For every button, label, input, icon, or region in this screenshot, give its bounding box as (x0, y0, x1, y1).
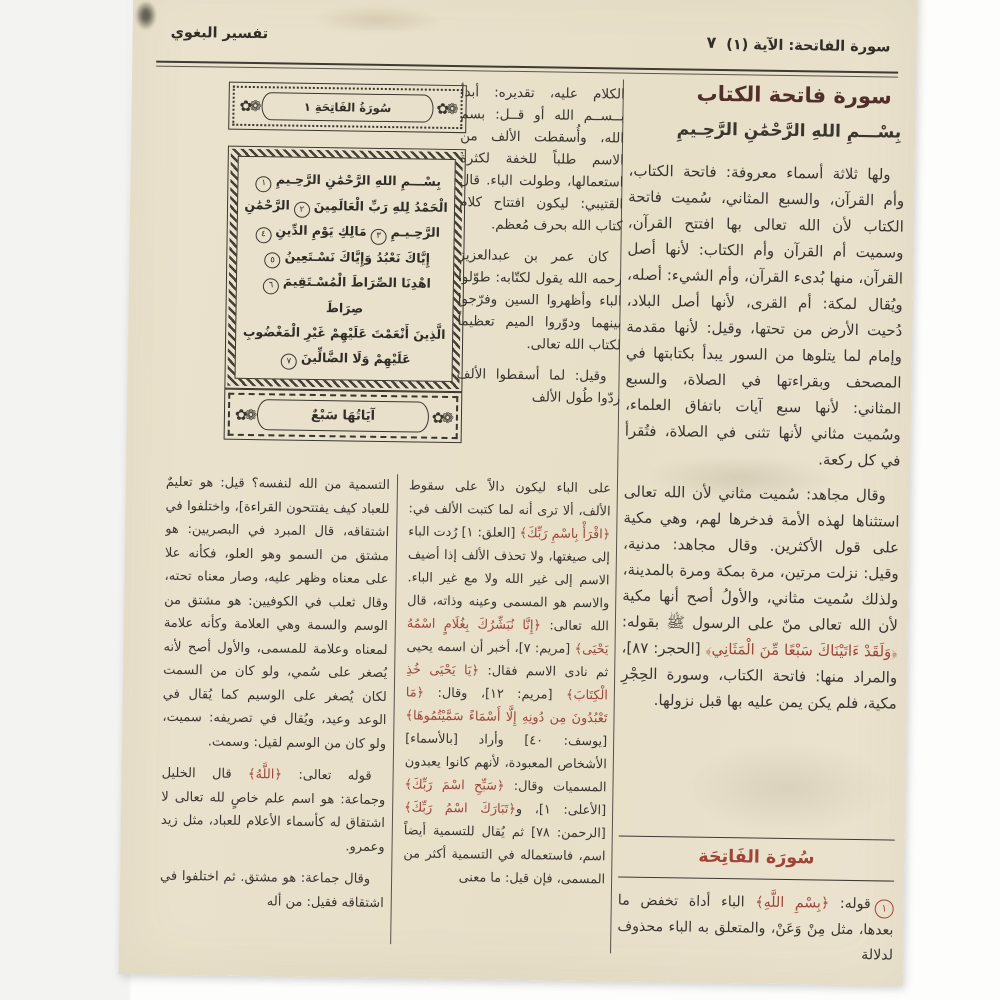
verse-line: الرَّحِـيـمِ٣مَالِكِ يَوْمِ الدِّينِ٤ (243, 217, 449, 246)
paragraph: على الباء ليكون دالاً على سقوط الألف، ألا ترى أنه لما كتبت الألف في: ﴿اقْرَأْ بِاسْمِ رَبِّكَ﴾ [العلق: ١] رُدت الباء إلى صيغتها، ولا تحذف الألف إذا أضيف الاسم إلى غير الله ولا مع غير الباء. والاسم هو المسمى وعينه وذاته، قال الله تعالى: ﴿إِنَّا نُبَشِّرُكَ بِغُلَامٍ اسْمُهُ يَحْيَى﴾ [مريم: ٧]، أخبر أن اسمه يحيى ثم نادى الاسم فقال: ﴿يَا يَحْيَى خُذِ الْكِتَابَ﴾ [مريم: ١٢]، وقال: ﴿مَا تَعْبُدُونَ مِن دُونِهِ إِلَّا أَسْمَاءً سَمَّيْتُمُوهَا﴾ [يوسف: ٤٠] وأراد [بالأسماء] الأشخاص المعبودة، لأنهم كانوا يعبدون المسميات وقال: ﴿سَبِّحِ اسْمَ رَبِّكَ﴾ [الأعلى: ١]، و﴿تَبَارَكَ اسْمُ رَبِّكَ﴾ [الرحمن: ٧٨] ثم يُقال للتسمية أيضاً اسم، فاستعماله في التسمية أكثر من المسمى، فإن قيل: ما معنى (403, 478, 612, 888)
quran-citation: ﴿يَا يَحْيَى خُذِ الْكِتَابَ﴾ (406, 662, 608, 704)
surah-fatiha-heading: سُورَة الفَاتِحَة (698, 846, 815, 869)
column-left (159, 471, 390, 966)
verse-line: اهْدِنَا الصِّرَاطَ الْمُسْـتَقِيمَ٦صِرَاطَ (241, 268, 448, 322)
paragraph: وقال مجاهد: سُميت مثاني لأن الله تعالى استثناها لهذه الأمة فدخرها لهم، وهي مكية على قول الأكثرين. وقال مجاهد: مدنية، وقيل: نزلت مرتين، مرة بمكة ومرة بالمدينة، ولذلك سُميت مثاني، والأولُ أصح أنها مكية لأن الله تعالى منّ على الرسول ﷺ بقوله: ﴿وَلَقَدْ ءَاتَيْنَاكَ سَبْعًا مِّنَ الْمَثَانِي﴾ [الحجر: ٨٧]، والمراد منها: فاتحة الكتاب، وسورة الحِجْرِ مكية، فلم يكن يمن عليه بها قبل نزولها. (621, 482, 900, 713)
header-surah-ref: سورة الفاتحة: الآية (١) (726, 37, 891, 56)
surah-chapter-title: سورة فاتحة الكتاب (696, 81, 892, 109)
column-divider (390, 474, 398, 944)
floral-ornament-icon: ❁✿ (436, 99, 456, 119)
header-book-title: تفسير البغوي (170, 24, 269, 43)
floral-ornament-icon: ❁✿ (234, 405, 255, 424)
paragraph: وقيل: لما أسقطوا الألف ردّوا طُول الألف (456, 366, 621, 407)
quran-citation: ﴿وَلَقَدْ ءَاتَيْنَاكَ سَبْعًا مِّنَ الْمَثَانِي﴾ (705, 639, 898, 661)
paragraph: ولها ثلاثة أسماء معروفة: فاتحة الكتاب، وأم القرآن، والسبع المثاني، سُميت فاتحة الكتاب لأن الله تعالى بها افتتح القرآن، وسميت أم القرآن وأم الكتاب: لأنها أصل القرآن، منها بُدىء القرآن، وأم الشيء: أصله، ويُقال لمكة: أم القرى، لأنها أصل البلاد، دُحيت الأرض من تحتها، وقيل: لأنها مقدمة وإمام لما يتلوها من السور يبدأ بكتابتها في المصحف وبقراءتها في الصلاة، والسبع المثاني: لأنها سبع آيات باتفاق العلماء، وسُميت مثاني لأنها تثنى في الصلاة، فتُقرأ في كل ركعة. (624, 161, 905, 470)
footnote-paragraph: ١قوله: ﴿بِسْمِ اللَّهِ﴾ الباء أداة تخفض ما بعدها، مثل مِنْ وَعَنْ، والمتعلق به الباء محذوف لدلالة (617, 892, 894, 964)
column-middle-bottom (402, 474, 611, 967)
quran-citation: ﴿سَبِّحِ اسْمَ رَبِّكَ﴾ (404, 777, 505, 794)
paragraph: قوله تعالى: ﴿اللَّهُ﴾ قال الخليل وجماعة: هو اسم علم خاصٍ لله تعالى لا اشتقاق له كأسماء الأعلام للعباد، مثل زيد وعمرو. (160, 765, 386, 855)
fatiha-verses (235, 156, 456, 382)
verse-number-badge: ٤ (255, 227, 271, 243)
footnote-number-badge: ١ (875, 899, 894, 918)
floral-ornament-icon: ❁✿ (431, 408, 452, 427)
verse-line: الْحَمْدُ لِلهِ رَبِّ الْعَالَمِينَ٢الرَّحْمَٰنِ (243, 191, 449, 220)
header-rule (156, 61, 898, 78)
quran-citation: ﴿مَا تَعْبُدُونَ مِن دُونِهِ إِلَّا أَسْمَاءً سَمَّيْتُمُوهَا﴾ (405, 685, 608, 727)
quran-citation: ﴿بِسْمِ اللَّهِ﴾ (755, 894, 830, 912)
quran-citation: ﴿إِنَّا نُبَشِّرُكَ بِغُلَامٍ اسْمُهُ يَحْيَى﴾ (406, 616, 609, 658)
paragraph: كان عمر بن عبدالعزيز رحمه الله يقول لكتّابه: طوّلوا الباء وأظهروا السين وفرّجوا بينهما ودوّروا الميم تعظيماً لكتاب الله تعالى. (457, 247, 623, 354)
checkered-border (227, 149, 462, 389)
fatiha-commentary-section (617, 836, 895, 969)
surah-title-frame-band (232, 86, 463, 129)
quran-citation: ﴿اقْرَأْ بِاسْمِ رَبِّكَ﴾ (519, 526, 611, 543)
verse-number-badge: ٣ (371, 228, 387, 244)
paragraph: الكلام عليه، تقديره: أبدأ بــســم الله أو قــل: بسم الله، وأُسقطت الألف من الاسم طلباً للخفة لكثرة استعمالها، وطولت الباء. قال القتيبي: ليكون افتتاح كلام كتاب الله بحرف مُعظم. (459, 84, 625, 235)
verse-line: إِيَّاكَ نَعْبُدُ وَإِيَّاكَ نَسْـتَعِينُ٥ (242, 242, 448, 271)
verse-line: الَّذِينَ أَنْعَمْتَ عَلَيْهِمْ غَيْرِ الْمَغْضُوبِ (242, 323, 446, 342)
surah-title-frame-label: سُورَةُ الفَاتِحَةِ ١ (261, 92, 433, 123)
verses-count-frame (224, 389, 463, 444)
verses-count-label: آيَاتُهَا سَبْعٌ (257, 399, 429, 433)
ink-smudge (135, 0, 157, 30)
page-header (158, 25, 892, 62)
fatiha-frames-block (224, 82, 467, 443)
verses-count-frame-band (228, 393, 459, 439)
verse-number-badge: ٢ (294, 202, 310, 218)
fatiha-calligraphy-frame (224, 146, 466, 393)
quran-citation: ﴿اللَّهُ﴾ (247, 767, 283, 783)
column-right (617, 80, 906, 966)
header-page-number: ٧ (706, 32, 717, 52)
verse-line: بِسْـــمِ اللهِ الرَّحْمَٰنِ الرَّحِـيمِ١ (243, 166, 449, 195)
paragraph: وقال جماعة: هو مشتق. ثم اختلفوا في اشتقاقه فقيل: من أله (160, 868, 384, 911)
surah-title-frame (228, 82, 467, 134)
verse-number-badge: ٧ (281, 353, 297, 369)
column-middle-top (455, 81, 625, 481)
paragraph: التسمية من الله لنفسه؟ قيل: هو تعليمٌ للعباد كيف يفتتحون القراءة]، واختلفوا في اشتقاقه، قال المبرد في البصريين: هو مشتق من السمو وهو العلو، فكأنه علا على معناه وظهر عليه، وصار معناه تحته، وقال ثعلب في الكوفيين: هو مشتق من الوسم والسمة وهي العلامة وكأنه علامة لمعناه وعلامة للمسمى، والأول أصح لأنه يُصغر على سُمي، ولو كان من السمت لكان يُصغر على الوسيم كما يُقال في الوعد وعيد، ويُقال في تصريفه: سميت، ولو كان من الوسم لقيل: وسمت. (162, 474, 391, 752)
quran-citation: ﴿تَبَارَكَ اسْمُ رَبِّكَ﴾ (404, 800, 517, 818)
basmala-line: بِسْـــمِ اللهِ الرَّحْمَٰنِ الرَّحِـيمِ (676, 119, 902, 143)
verse-line: عَلَيْهِمْ وَلَا الضَّالِّينَ٧ (241, 343, 447, 372)
verse-number-badge: ١ (256, 176, 272, 192)
book-page (119, 0, 918, 986)
verse-number-badge: ٥ (264, 252, 280, 268)
verse-number-badge: ٦ (263, 278, 279, 294)
floral-ornament-icon: ❁✿ (239, 96, 259, 116)
